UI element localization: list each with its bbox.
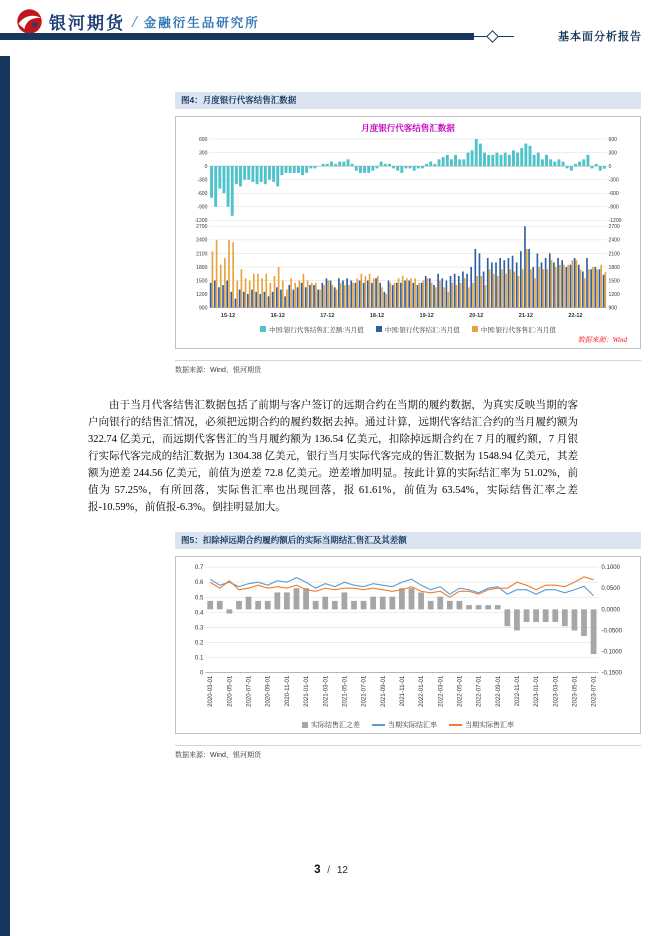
svg-text:2021-07-01: 2021-07-01 xyxy=(360,675,368,707)
legend-item-settle-rate xyxy=(372,720,437,730)
svg-text:2022-03-01: 2022-03-01 xyxy=(437,675,445,707)
svg-text:1200: 1200 xyxy=(608,291,620,298)
legend-label: 中国:银行代客结汇:当月值 xyxy=(384,326,460,334)
svg-text:0.2: 0.2 xyxy=(194,639,204,647)
legend-item-rate-diff xyxy=(302,720,360,730)
svg-text:0.0500: 0.0500 xyxy=(601,585,621,593)
svg-text:-600: -600 xyxy=(608,191,619,198)
svg-text:2021-09-01: 2021-09-01 xyxy=(379,675,387,707)
svg-text:2022-01-01: 2022-01-01 xyxy=(418,675,426,707)
svg-text:15-12: 15-12 xyxy=(220,312,236,319)
brand-divider: / xyxy=(132,11,137,31)
svg-text:2020-07-01: 2020-07-01 xyxy=(245,675,253,707)
analysis-paragraph: 由于当月代客结售汇数据包括了前期与客户签订的远期合约在当期的履约数据，为真实反映当期的客户向银行的结售汇情况，必须把远期合约的履约数据去掉。通过计算，远期代客结汇合约的当月履约额为 322.74 亿美元，而远期代客售汇的当月履约额为 136.54 亿美元，扣除掉远期合约在 7 月的履约额，7 月银行实际代客完成的结汇数据为 1304.38 亿美元，银行当月实际代客完成的售汇数据为 1548.94 亿美元，其差额为逆差 244.56 亿美元，前值为逆差 72.8 亿美元。逆差增加明显。按此计算的实际结汇率为 51.02%，前值为 57.25%，有所回落，实际售汇率也出现回落，报 61.61%，前值为 63.54%，实际结售汇率之差报-10.59%，前值报-6.3%。倒挂明显加大。 xyxy=(88,399,578,513)
svg-text:-900: -900 xyxy=(608,204,619,211)
settle-rate-line-icon xyxy=(372,724,385,726)
svg-text:600: 600 xyxy=(608,136,618,143)
legend-item-balance xyxy=(260,325,364,334)
left-edge-band xyxy=(0,56,10,936)
legend-label: 当期实际售汇率 xyxy=(465,722,514,730)
svg-text:-900: -900 xyxy=(197,204,208,211)
legend-label: 实际结售汇之差 xyxy=(311,722,360,730)
svg-text:2022-11-01: 2022-11-01 xyxy=(513,675,521,707)
figure4-chart-title: 月度银行代客结售汇数据 xyxy=(361,123,455,133)
svg-text:300: 300 xyxy=(608,150,618,157)
galaxy-futures-logo-icon xyxy=(16,8,43,35)
header-rule-bar xyxy=(0,33,474,40)
figure5-chart xyxy=(179,561,637,719)
figure5-datasource: 数据来源：Wind，银河期货 xyxy=(175,745,641,760)
svg-text:2020-09-01: 2020-09-01 xyxy=(264,675,272,707)
legend-label: 中国:银行代客售汇:当月值 xyxy=(480,326,556,334)
svg-text:0: 0 xyxy=(200,669,204,677)
figure4-chart-frame xyxy=(175,116,641,349)
svg-text:1500: 1500 xyxy=(196,278,208,285)
svg-text:-1200: -1200 xyxy=(194,218,208,225)
svg-text:0.1: 0.1 xyxy=(194,654,204,662)
report-header xyxy=(0,0,662,56)
figure5-caption: 图5：扣除掉远期合约履约额后的实际当期结汇售汇及其差额 xyxy=(175,532,641,549)
svg-text:0.7: 0.7 xyxy=(194,563,204,571)
svg-text:2021-01-01: 2021-01-01 xyxy=(303,675,311,707)
svg-text:2020-03-01: 2020-03-01 xyxy=(207,675,215,707)
svg-text:-600: -600 xyxy=(197,191,208,198)
svg-text:1500: 1500 xyxy=(608,278,620,285)
svg-text:0.4: 0.4 xyxy=(194,609,204,617)
svg-text:300: 300 xyxy=(198,150,208,157)
svg-text:1200: 1200 xyxy=(196,291,208,298)
rate-diff-swatch-icon xyxy=(302,722,308,728)
figure4-caption: 图4：月度银行代客结售汇数据 xyxy=(175,92,641,109)
current-page: 3 xyxy=(314,864,321,876)
sale-swatch-icon xyxy=(472,326,478,332)
svg-text:-300: -300 xyxy=(608,177,619,184)
svg-text:2100: 2100 xyxy=(608,251,620,258)
legend-item-sale-rate xyxy=(449,720,514,730)
svg-text:2023-05-01: 2023-05-01 xyxy=(571,675,579,707)
svg-text:2021-05-01: 2021-05-01 xyxy=(341,675,349,707)
svg-text:2021-11-01: 2021-11-01 xyxy=(398,675,406,707)
svg-text:-300: -300 xyxy=(197,177,208,184)
svg-text:-0.1500: -0.1500 xyxy=(601,669,623,677)
svg-text:-1200: -1200 xyxy=(608,218,622,225)
svg-text:2020-11-01: 2020-11-01 xyxy=(283,675,291,707)
svg-text:2400: 2400 xyxy=(196,237,208,244)
settlement-swatch-icon xyxy=(376,326,382,332)
svg-text:2021-03-01: 2021-03-01 xyxy=(322,675,330,707)
svg-text:2700: 2700 xyxy=(196,224,208,231)
svg-text:2023-01-01: 2023-01-01 xyxy=(533,675,541,707)
svg-text:600: 600 xyxy=(198,136,208,143)
svg-text:2023-03-01: 2023-03-01 xyxy=(552,675,560,707)
svg-text:22-12: 22-12 xyxy=(568,312,583,319)
figure4-legend xyxy=(179,325,637,334)
legend-label: 中国:银行代客结售汇差额:当月值 xyxy=(269,326,364,334)
svg-text:1800: 1800 xyxy=(608,264,620,271)
svg-text:2400: 2400 xyxy=(608,237,620,244)
svg-text:19-12: 19-12 xyxy=(419,312,434,319)
svg-text:2700: 2700 xyxy=(608,224,620,231)
svg-text:-0.1000: -0.1000 xyxy=(601,648,623,656)
svg-text:2022-09-01: 2022-09-01 xyxy=(494,675,502,707)
legend-item-sale xyxy=(472,325,556,334)
institute-name: 金融衍生品研究所 xyxy=(143,15,260,30)
balance-swatch-icon xyxy=(260,326,266,332)
svg-text:900: 900 xyxy=(198,305,208,312)
svg-text:2100: 2100 xyxy=(196,251,208,258)
figure4-wind-source: 数据来源：Wind xyxy=(577,335,627,344)
svg-text:21-12: 21-12 xyxy=(518,312,534,319)
svg-text:0: 0 xyxy=(204,163,208,170)
svg-text:18-12: 18-12 xyxy=(369,312,385,319)
page-body xyxy=(0,92,662,760)
svg-text:2022-07-01: 2022-07-01 xyxy=(475,675,483,707)
svg-text:17-12: 17-12 xyxy=(320,312,335,319)
svg-text:0.1000: 0.1000 xyxy=(601,563,621,571)
svg-text:2020-05-01: 2020-05-01 xyxy=(226,675,234,707)
figure4-chart xyxy=(179,136,637,323)
svg-text:16-12: 16-12 xyxy=(270,312,285,319)
report-type-label: 基本面分析报告 xyxy=(558,31,642,43)
svg-text:1800: 1800 xyxy=(196,264,208,271)
figure5-legend xyxy=(179,720,637,730)
svg-text:2023-07-01: 2023-07-01 xyxy=(590,675,598,707)
svg-text:900: 900 xyxy=(608,305,618,312)
page-separator: / xyxy=(327,865,331,876)
svg-text:0.0000: 0.0000 xyxy=(601,606,621,614)
legend-label: 当期实际结汇率 xyxy=(388,722,437,730)
legend-item-settlement xyxy=(376,325,460,334)
svg-text:0.6: 0.6 xyxy=(194,579,204,587)
svg-text:0: 0 xyxy=(608,163,612,170)
sale-rate-line-icon xyxy=(449,724,462,726)
svg-text:2022-05-01: 2022-05-01 xyxy=(456,675,464,707)
svg-text:0.3: 0.3 xyxy=(194,624,204,632)
page-number xyxy=(0,864,662,876)
svg-text:0.5: 0.5 xyxy=(194,594,204,602)
brand-name: 银河期货 xyxy=(49,14,125,33)
figure4-datasource: 数据来源：Wind，银河期货 xyxy=(175,360,641,375)
svg-text:-0.0500: -0.0500 xyxy=(601,627,623,635)
total-pages: 12 xyxy=(336,865,348,876)
figure5-chart-frame xyxy=(175,556,641,734)
svg-text:20-12: 20-12 xyxy=(469,312,484,319)
